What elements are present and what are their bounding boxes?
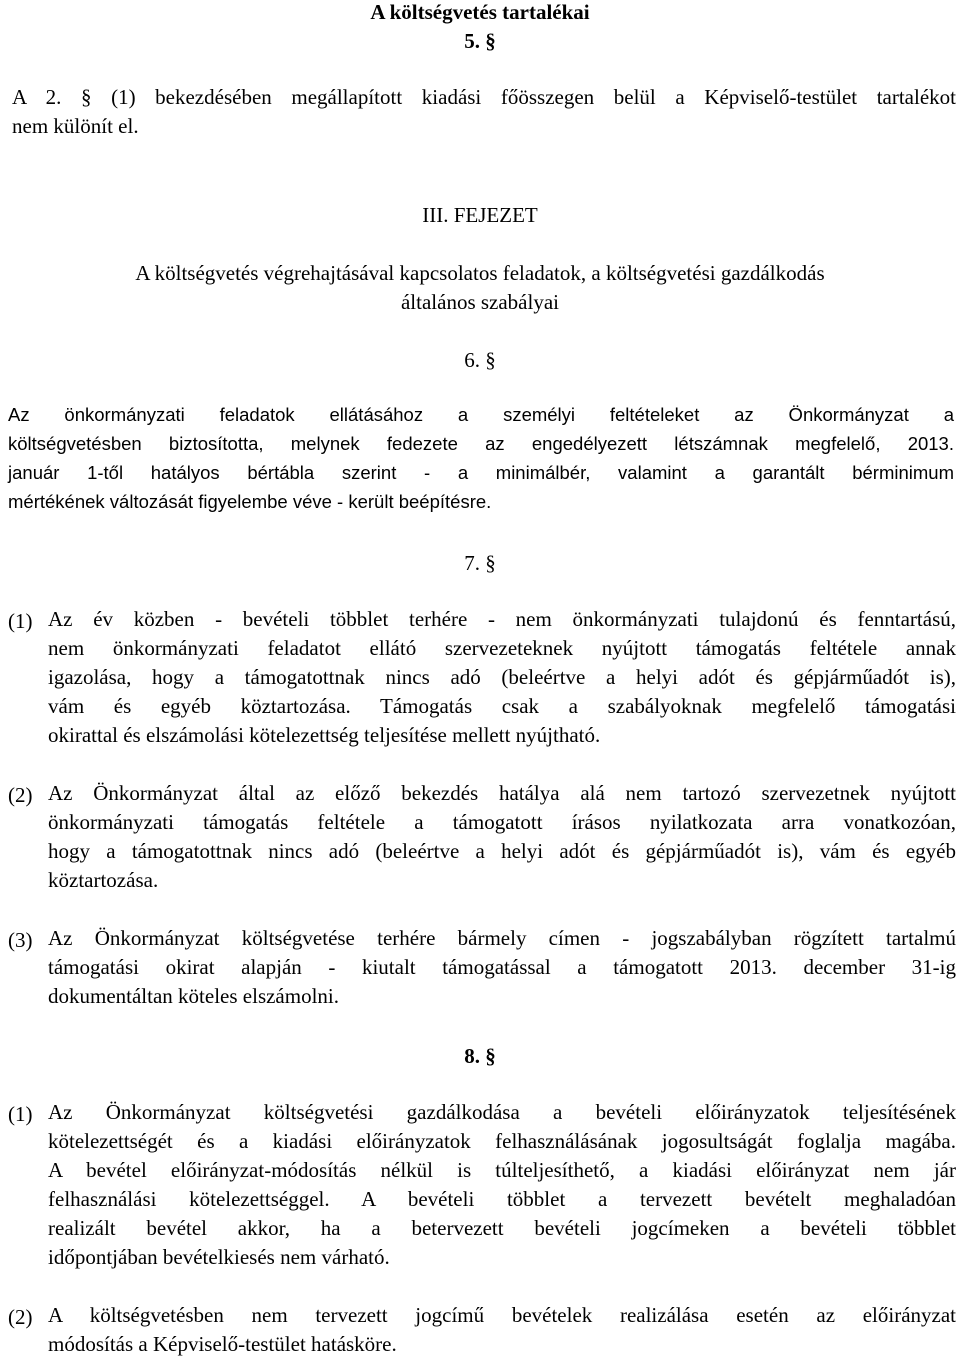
sec6-line: január 1-től hatályos bértábla szerint - a minimálbér, valamint a garantált bérminimum <box>8 462 954 483</box>
sec7-p2-line: Az Önkormányzat által az előző bekezdés hatálya alá nem tartozó szervezetnek nyújtott <box>48 781 956 805</box>
sec8-p1-line: realizált bevétel akkor, ha a betervezett bevételi jogcímeken a bevételi többlet <box>48 1216 956 1240</box>
paragraph-label: (2) <box>8 783 33 807</box>
sec8-p1-line: felhasználási kötelezettséggel. A bevételi többlet a tervezett bevételt meghaladóan <box>48 1187 956 1211</box>
sec7-p3-line: Az Önkormányzat költségvetése terhére bármely címen - jogszabályban rögzített tartalmú <box>48 926 956 950</box>
sec7-p3-line: támogatási okirat alapján - kiutalt támogatással a támogatott 2013. december 31-ig <box>48 955 956 979</box>
sec8-p2-line: módosítás a Képviselő-testület hatásköre. <box>48 1332 397 1356</box>
chapter-title-line: általános szabályai <box>400 290 559 314</box>
sec8-p1-line: kötelezettségét és a kiadási előirányzatok felhasználásának jogosultságát foglalja magába. <box>48 1129 956 1153</box>
sec7-p1-line: vám és egyéb köztartozása. Támogatás csak a szabályoknak megfelelő támogatási <box>48 694 956 718</box>
sec8-p1-line: A bevétel előirányzat-módosítás nélkül is túlteljesíthető, a kiadási előirányzat nem jár <box>48 1158 956 1182</box>
sec7-p1-line: igazolása, hogy a támogatottnak nincs adó (beleértve a helyi adót és gépjárműadót is), <box>48 665 956 689</box>
section-number-7: 7. § <box>464 551 496 575</box>
sec8-p1-line: Az Önkormányzat költségvetési gazdálkodása a bevételi előirányzatok teljesítésének <box>48 1100 956 1124</box>
sec7-p2-line: önkormányzati támogatás feltétele a támogatott írásos nyilatkozata arra vonatkozóan, <box>48 810 956 834</box>
section-heading: A költségvetés tartalékai <box>370 0 590 24</box>
sec7-p2-line: hogy a támogatottnak nincs adó (beleértve a helyi adót és gépjárműadót is), vám és egyéb <box>48 839 956 863</box>
sec6-line: költségvetésben biztosította, melynek fedezete az engedélyezett létszámnak megfelelő, 2013. <box>8 433 954 454</box>
paragraph-label: (1) <box>8 609 33 633</box>
chapter-number: III. FEJEZET <box>422 203 538 227</box>
sec8-p2-line: A költségvetésben nem tervezett jogcímű bevételek realizálása esetén az előirányzat <box>48 1303 956 1327</box>
section-number-6: 6. § <box>464 348 496 372</box>
sec7-p3-line: dokumentáltan köteles elszámolni. <box>48 984 340 1008</box>
sec5-line: A 2. § (1) bekezdésében megállapított kiadási főösszegen belül a Képviselő-testület tartalékot <box>12 85 956 109</box>
sec7-p1-line: okirattal és elszámolási kötelezettség teljesítése mellett nyújtható. <box>48 723 601 747</box>
section-number-5: 5. § <box>464 29 496 53</box>
section-number-8: 8. § <box>464 1044 496 1068</box>
sec7-p1-line: Az év közben - bevételi többlet terhére - nem önkormányzati tulajdonú és fenntartású, <box>48 607 956 631</box>
sec8-p1-line: időpontjában bevételkiesés nem várható. <box>48 1245 390 1269</box>
sec6-line: mértékének változását figyelembe véve - került beépítésre. <box>8 491 492 512</box>
paragraph-label: (1) <box>8 1102 33 1126</box>
sec7-p2-line: köztartozása. <box>48 868 159 892</box>
sec6-line: Az önkormányzati feladatok ellátásához a személyi feltételeket az Önkormányzat a <box>8 404 954 425</box>
paragraph-label: (2) <box>8 1305 33 1329</box>
paragraph-label: (3) <box>8 928 33 952</box>
chapter-title-line: A költségvetés végrehajtásával kapcsolatos feladatok, a költségvetési gazdálkodás <box>135 261 825 285</box>
sec5-line: nem különít el. <box>12 114 139 138</box>
sec7-p1-line: nem önkormányzati feladatot ellátó szervezeteknek nyújtott támogatás feltétele annak <box>48 636 956 660</box>
